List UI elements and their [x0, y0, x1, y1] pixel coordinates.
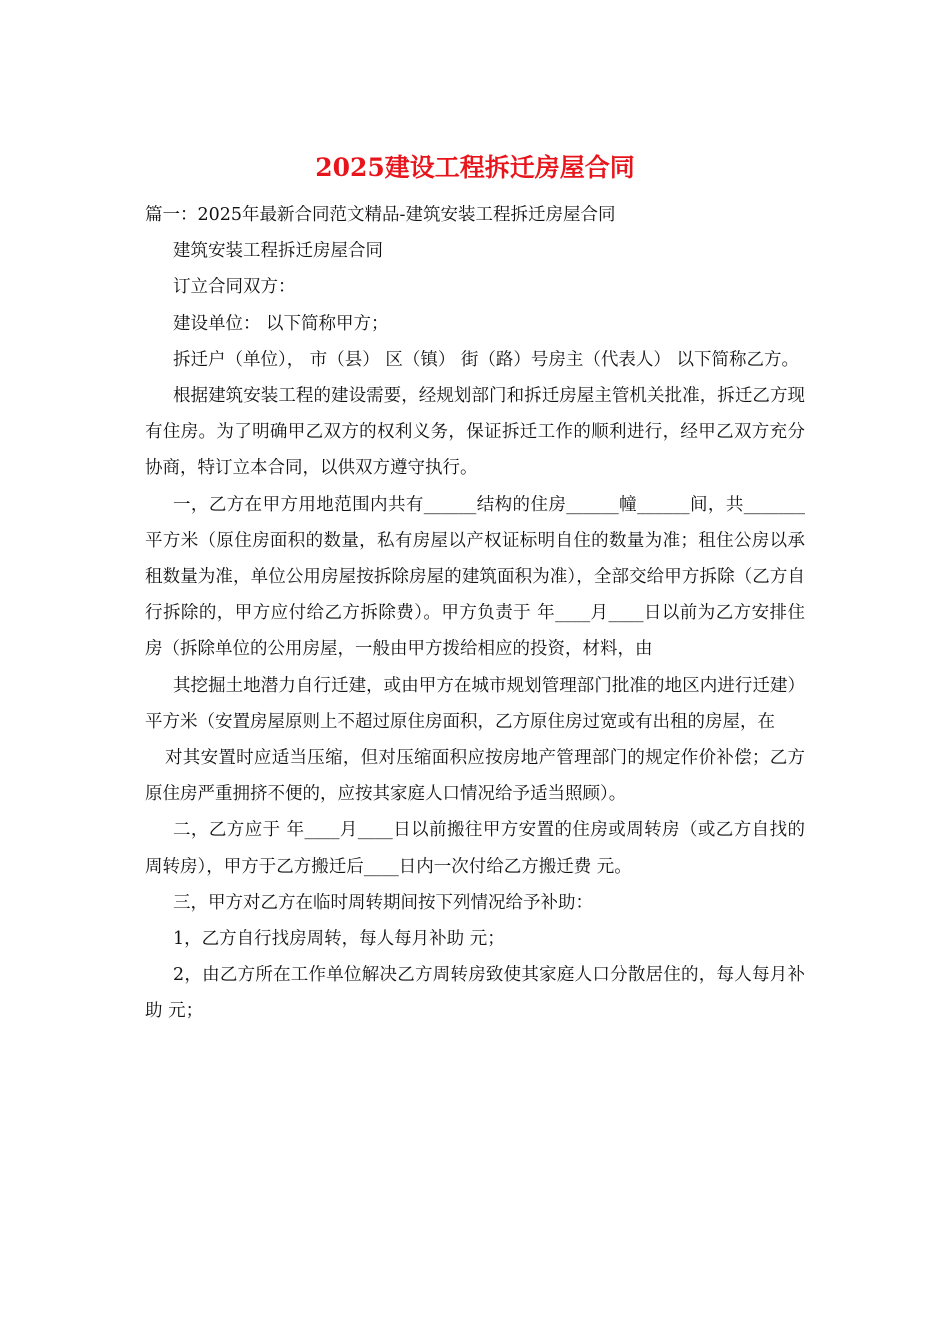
paragraph-clause-3-item-1: 1，乙方自行找房周转，每人每月补助 元；: [173, 929, 505, 950]
paragraph-party-b: 拆迁户（单位）， 市（县） 区（镇） 街（路）号房主（代表人） 以下简称乙方。: [173, 349, 799, 370]
paragraph-preamble: 根据建筑安装工程的建设需要，经规划部门和拆迁房屋主管机关批准，拆迁乙方现有住房。为了明确甲乙双方的权利义务，保证拆迁工作的顺利进行，经甲乙双方充分协商，特订立本合同，以供双方遵守执行。: [145, 386, 805, 479]
paragraph-clause-1-cont-2: 对其安置时应适当压缩，但对压缩面积应按房地产管理部门的规定作价补偿；乙方原住房严重拥挤不便的，应按其家庭人口情况给予适当照顾）。: [145, 748, 805, 805]
document-body: [145, 197, 805, 1030]
paragraph-clause-1-cont: 其挖掘土地潜力自行迁建，或由甲方在城市规划管理部门批准的地区内进行迁建） 平方米（安置房屋原则上不超过原住房面积，乙方原住房过宽或有出租的房屋，在: [145, 675, 805, 732]
paragraph-clause-3-item-2: 2，由乙方所在工作单位解决乙方周转房致使其家庭人口分散居住的，每人每月补助 元；: [145, 965, 805, 1022]
paragraph-article-heading: 篇一：2025年最新合同范文精品-建筑安装工程拆迁房屋合同: [145, 205, 616, 225]
paragraph-clause-2: 二，乙方应于 年____月____日以前搬往甲方安置的住房或周转房（或乙方自找的周转房），甲方于乙方搬迁后____日内一次付给乙方搬迁费 元。: [145, 820, 805, 877]
paragraph-clause-1: 一，乙方在甲方用地范围内共有______结构的住房______幢______间，共_______平方米（原住房面积的数量，私有房屋以产权证标明自住的数量为准；租住公房以承租数量为准，单位公用房屋按拆除房屋的建筑面积为准），全部交给甲方拆除（乙方自行拆除的，甲方应付给乙方拆除费）。甲方负责于 年____月____日以前为乙方安排住房（拆除单位的公用房屋，一般由甲方拨给相应的投资，材料，由: [145, 494, 805, 660]
document-title: 2025建设工程拆迁房屋合同: [315, 153, 635, 182]
paragraph-contract-name: 建筑安装工程拆迁房屋合同: [173, 241, 383, 262]
paragraph-clause-3: 三，甲方对乙方在临时周转期间按下列情况给予补助：: [173, 892, 593, 913]
paragraph-parties-heading: 订立合同双方：: [173, 277, 296, 298]
paragraph-party-a: 建设单位： 以下简称甲方；: [173, 313, 389, 334]
